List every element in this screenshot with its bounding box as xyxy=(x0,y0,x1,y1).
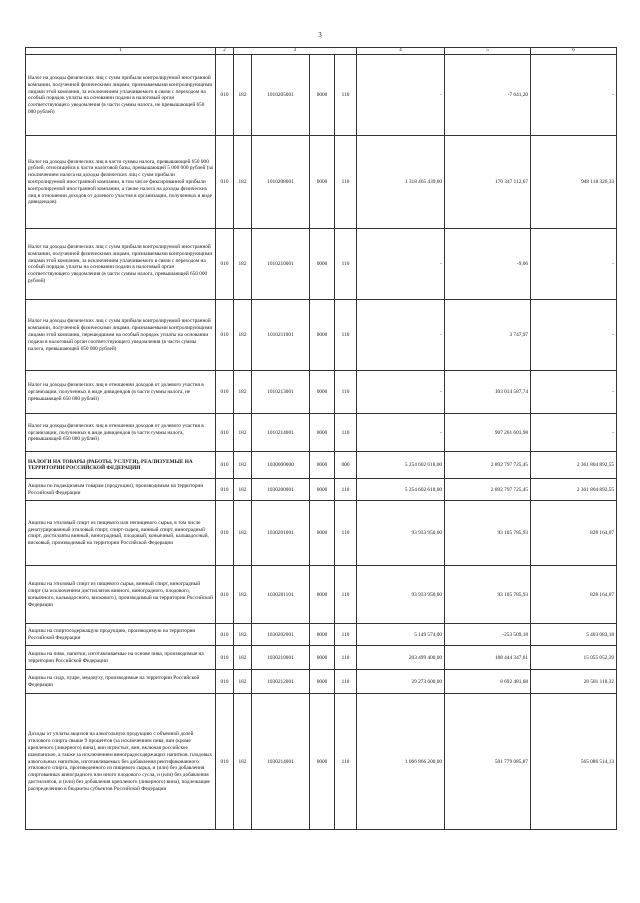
value-executed: 93 105 785,93 xyxy=(445,566,531,624)
table-row xyxy=(26,479,617,501)
code-subtype: 0000 xyxy=(310,566,335,624)
code-admin: 010 xyxy=(216,452,234,479)
row-description: Акцизы на сидр, пуаре, медовуху, производимые на территории Российской Федерации xyxy=(26,670,216,694)
header-col-4: 4 xyxy=(357,48,445,55)
code-class: 110 xyxy=(335,694,357,830)
value-approved: 5 254 602 618,00 xyxy=(357,479,445,501)
row-description: НАЛОГИ НА ТОВАРЫ (РАБОТЫ, УСЛУГИ), РЕАЛИЗУЕМЫЕ НА ТЕРРИТОРИИ РОССИЙСКОЙ ФЕДЕРАЦИИ xyxy=(26,452,216,479)
value-remaining: 828 164,07 xyxy=(531,501,617,566)
value-approved: - xyxy=(357,229,445,300)
code-class: 110 xyxy=(335,670,357,694)
code-chief: 182 xyxy=(234,624,252,646)
value-approved: 5 149 574,00 xyxy=(357,624,445,646)
code-admin: 010 xyxy=(216,566,234,624)
row-description: Акцизы на этиловый спирт из пищевого или непищевого сырья, в том числе денатурированный этиловый спирт, спирт-сырец, винный спирт, виноградный спирт, дистилляты винный, виноградный, плодовый, коньячный, кальвадосный, висковый, производимый на территории Российской Федерации xyxy=(26,501,216,566)
value-remaining: - xyxy=(531,371,617,414)
value-executed: 188 444 347,61 xyxy=(445,646,531,670)
value-executed: -253 509,18 xyxy=(445,624,531,646)
code-income: 1030210001 xyxy=(252,646,310,670)
code-chief: 182 xyxy=(234,501,252,566)
value-remaining: 2 361 804 892,55 xyxy=(531,479,617,501)
value-approved: 29 273 600,00 xyxy=(357,670,445,694)
table-row xyxy=(26,566,617,624)
code-admin: 010 xyxy=(216,229,234,300)
table-row xyxy=(26,670,617,694)
code-income: 1010210001 xyxy=(252,229,310,300)
code-chief: 182 xyxy=(234,646,252,670)
code-subtype: 0000 xyxy=(310,414,335,452)
code-chief: 182 xyxy=(234,566,252,624)
code-income: 1030202001 xyxy=(252,624,310,646)
table-row xyxy=(26,646,617,670)
value-remaining: - xyxy=(531,55,617,136)
code-subtype: 0000 xyxy=(310,624,335,646)
code-subtype: 0000 xyxy=(310,371,335,414)
table-row xyxy=(26,300,617,371)
header-row xyxy=(26,48,617,55)
code-admin: 010 xyxy=(216,694,234,830)
code-admin: 010 xyxy=(216,371,234,414)
code-chief: 182 xyxy=(234,694,252,830)
code-income: 1030200001 xyxy=(252,479,310,501)
value-approved: 1 066 866 200,00 xyxy=(357,694,445,830)
code-chief: 182 xyxy=(234,371,252,414)
value-executed: 8 692 481,68 xyxy=(445,670,531,694)
row-description: Акцизы на пиво, напитки, изготавливаемые на основе пива, производимые на территории Российской Федерации xyxy=(26,646,216,670)
value-executed: 2 892 797 725,45 xyxy=(445,479,531,501)
value-remaining: - xyxy=(531,414,617,452)
row-description: Налог на доходы физических лиц в части суммы налога, превышающей 650 000 рублей, относящейся к части налоговой базы, превышающей 5 000 000 рублей (за исключением налога на доходы физических лиц с сумм прибыли контролируемой иностранной компании, в том числе фиксированной прибыли контролируемой иностранной компании, а также налога на доходы физических лиц в отношении доходов от долевого участия в организации, полученных в виде дивидендов) xyxy=(26,136,216,229)
code-chief: 182 xyxy=(234,452,252,479)
table-row xyxy=(26,414,617,452)
code-admin: 010 xyxy=(216,501,234,566)
code-subtype: 0000 xyxy=(310,55,335,136)
code-subtype: 0000 xyxy=(310,501,335,566)
code-income: 1030000000 xyxy=(252,452,310,479)
row-description: Налог на доходы физических лиц в отношении доходов от долевого участия в организации, полученных в виде дивидендов (в части суммы налога, превышающей 650 000 рублей) xyxy=(26,414,216,452)
code-income: 1010205001 xyxy=(252,55,310,136)
code-subtype: 0000 xyxy=(310,479,335,501)
code-admin: 010 xyxy=(216,55,234,136)
value-executed: 93 105 785,93 xyxy=(445,501,531,566)
table-row xyxy=(26,694,617,830)
value-approved: 203 499 400,00 xyxy=(357,646,445,670)
value-executed: 170 347 112,67 xyxy=(445,136,531,229)
code-admin: 010 xyxy=(216,479,234,501)
value-approved: 1 318 465 439,00 xyxy=(357,136,445,229)
row-description: Доходы от уплаты акцизов на алкогольную продукцию с объемной долей этилового спирта свыше 9 процентов (за исключением пива, вин (кроме крепленого (ликерного) вина), вин игристых, вин, включая российское шампанское, а также за исключением виноградосодержащих напитков, плодовых алкогольных напитков, изготавливаемых без добавления ректификованного этилового спирта, произведенного из пищевого сырья, и (или) без добавления спиртованных виноградного или иного плодового сусла, и (или) без добавления дистиллятов, и (или) без добавления крепленого (ликерного) вина), подлежащие распределению в бюджеты субъектов Российской Федерации xyxy=(26,694,216,830)
code-subtype: 0000 xyxy=(310,452,335,479)
code-income: 1010214001 xyxy=(252,414,310,452)
table-row xyxy=(26,501,617,566)
value-executed: 3 747,97 xyxy=(445,300,531,371)
code-class: 110 xyxy=(335,479,357,501)
value-executed: 907 261 601,98 xyxy=(445,414,531,452)
table-row xyxy=(26,229,617,300)
code-income: 1030201001 xyxy=(252,501,310,566)
value-approved: 93 933 950,00 xyxy=(357,566,445,624)
code-admin: 010 xyxy=(216,624,234,646)
header-col-6: 6 xyxy=(531,48,617,55)
row-description: Налог на доходы физических лиц с сумм прибыли контролируемой иностранной компании, полученной физическими лицами, признаваемыми контролирующими лицами этой компании, за исключением уплачиваемого в связи с переходом на особый порядок уплаты на основании подачи в налоговый орган соответствующего уведомления (в части суммы налога, не превышающей 650 000 рублей) xyxy=(26,55,216,136)
code-class: 110 xyxy=(335,300,357,371)
code-income: 1010211001 xyxy=(252,300,310,371)
header-col-5: 5 xyxy=(445,48,531,55)
code-class: 110 xyxy=(335,646,357,670)
value-remaining: 565 086 514,13 xyxy=(531,694,617,830)
value-remaining: - xyxy=(531,300,617,371)
code-chief: 182 xyxy=(234,229,252,300)
code-subtype: 0000 xyxy=(310,300,335,371)
code-class: 110 xyxy=(335,136,357,229)
code-class: 110 xyxy=(335,229,357,300)
code-income: 1030212001 xyxy=(252,670,310,694)
row-description: Налог на доходы физических лиц в отношении доходов от долевого участия в организации, полученных в виде дивидендов (в части суммы налога, не превышающей 650 000 рублей) xyxy=(26,371,216,414)
code-class: 110 xyxy=(335,371,357,414)
value-approved: - xyxy=(357,414,445,452)
code-class: 110 xyxy=(335,501,357,566)
code-chief: 182 xyxy=(234,479,252,501)
value-executed: -7 641,20 xyxy=(445,55,531,136)
value-remaining: 20 581 118,32 xyxy=(531,670,617,694)
code-admin: 010 xyxy=(216,300,234,371)
row-description: Акцизы на спиртосодержащую продукцию, производимую на территории Российской Федерации xyxy=(26,624,216,646)
code-admin: 010 xyxy=(216,646,234,670)
value-approved: - xyxy=(357,371,445,414)
code-class: 110 xyxy=(335,566,357,624)
code-income: 1010208001 xyxy=(252,136,310,229)
value-approved: - xyxy=(357,300,445,371)
row-description: Налог на доходы физических лиц с сумм прибыли контролируемой иностранной компании, полученной физическими лицами, признаваемыми контролирующими лицами этой компании, за исключением уплачиваемого в связи с переходом на особый порядок уплаты на основании подачи в налоговый орган соответствующего уведомления (в части суммы налога, превышающей 650 000 рублей) xyxy=(26,229,216,300)
code-subtype: 0000 xyxy=(310,646,335,670)
code-class: 110 xyxy=(335,624,357,646)
code-income: 1030214001 xyxy=(252,694,310,830)
header-col-3: 3 xyxy=(234,48,357,55)
table-row xyxy=(26,371,617,414)
code-chief: 182 xyxy=(234,670,252,694)
table-row xyxy=(26,55,617,136)
value-remaining: 828 164,07 xyxy=(531,566,617,624)
value-remaining: 948 118 326,33 xyxy=(531,136,617,229)
table-row xyxy=(26,624,617,646)
value-approved: 5 254 602 618,00 xyxy=(357,452,445,479)
value-remaining: - xyxy=(531,229,617,300)
header-col-1: 1 xyxy=(26,48,216,55)
value-executed: 2 892 797 725,45 xyxy=(445,452,531,479)
header-col-2: 2 xyxy=(216,48,234,55)
code-subtype: 0000 xyxy=(310,136,335,229)
code-class: 110 xyxy=(335,55,357,136)
code-admin: 010 xyxy=(216,414,234,452)
value-remaining: 5 403 083,18 xyxy=(531,624,617,646)
value-remaining: 15 055 052,39 xyxy=(531,646,617,670)
value-approved: 93 933 950,00 xyxy=(357,501,445,566)
code-admin: 010 xyxy=(216,136,234,229)
table-row xyxy=(26,452,617,479)
value-executed: -9,06 xyxy=(445,229,531,300)
code-subtype: 0000 xyxy=(310,694,335,830)
code-class: 000 xyxy=(335,452,357,479)
row-description: Акцизы по подакцизным товарам (продукции), производимым на территории Российской Федерации xyxy=(26,479,216,501)
code-chief: 182 xyxy=(234,414,252,452)
code-chief: 182 xyxy=(234,300,252,371)
code-subtype: 0000 xyxy=(310,229,335,300)
row-description: Акцизы на этиловый спирт из пищевого сырья, винный спирт, виноградный спирт (за исключением дистиллятов винного, виноградного, плодового, коньячного, кальвадосного, вискового), производимый на территории Российской Федерации xyxy=(26,566,216,624)
value-remaining: 2 361 804 892,55 xyxy=(531,452,617,479)
page-number: 3 xyxy=(318,31,322,39)
code-subtype: 0000 xyxy=(310,670,335,694)
code-income: 1030201101 xyxy=(252,566,310,624)
table-row xyxy=(26,136,617,229)
code-income: 1010213001 xyxy=(252,371,310,414)
code-admin: 010 xyxy=(216,670,234,694)
row-description: Налог на доходы физических лиц с сумм прибыли контролируемой иностранной компании, полученной физическими лицами, признаваемыми контролирующими лицами этой компании, перешедшими на особый порядок уплаты на основании подачи в налоговый орган соответствующего уведомления (в части суммы налога, превышающей 650 000 рублей) xyxy=(26,300,216,371)
code-chief: 182 xyxy=(234,136,252,229)
budget-table xyxy=(25,47,617,830)
value-executed: 501 779 085,87 xyxy=(445,694,531,830)
code-class: 110 xyxy=(335,414,357,452)
value-executed: 103 014 587,74 xyxy=(445,371,531,414)
value-approved: - xyxy=(357,55,445,136)
code-chief: 182 xyxy=(234,55,252,136)
